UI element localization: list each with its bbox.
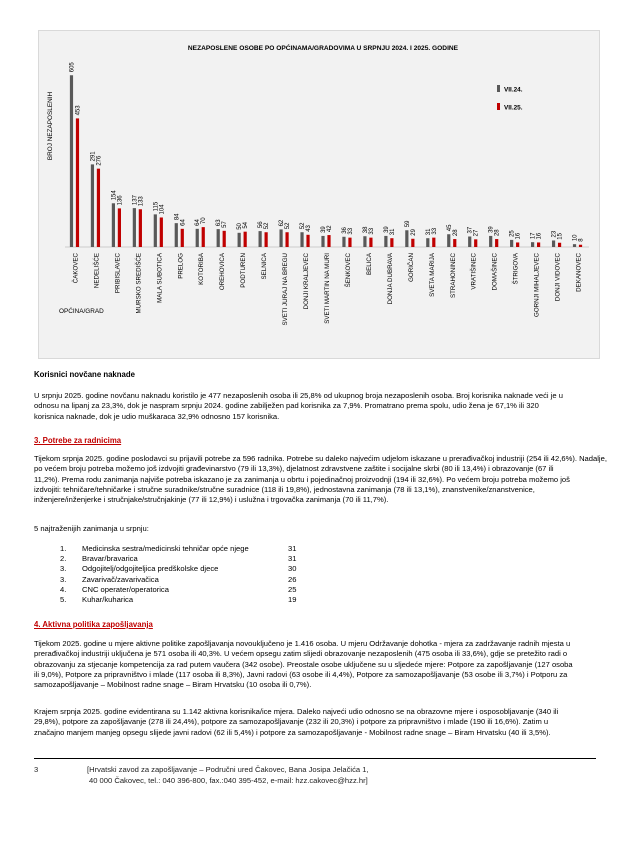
korisnici-line: korisnica naknade, dok je udio muškaraca 32,9% odnosno 157 korisnika.	[34, 411, 280, 421]
data-label: 45	[446, 224, 453, 232]
data-label: 136	[117, 195, 124, 206]
bar-vii25	[411, 239, 414, 247]
category-label: GORIČAN	[407, 253, 415, 282]
data-label: 43	[306, 225, 313, 232]
data-label: 8	[578, 238, 585, 242]
bar-vii24	[447, 234, 450, 247]
potrebe-line: po većem broju potreba možemo još izdvojiti građevinarstvo (79 ili 13,3%), djelatnost zdravstvene zaštite i socijalne skrbi (80 ili 13,4%) i obrazovanje (67 ili	[34, 464, 554, 474]
data-label: 17	[530, 232, 537, 240]
top5-item-num: 3.	[60, 564, 67, 574]
potrebe-line: inženjere/inženjerke i stručnjake/stručnjakinje (77 ili 12,9%) i uslužna i trgovačka zanimanja (70 ili 11,7%).	[34, 495, 389, 505]
korisnici-line: odnosu na lipanj za 23,3%, dok je naspram srpnju 2024. godine zabilježen pad korisnika za 7,9%. Promatrano prema spolu, udio žena je 67,1% ili 320	[34, 401, 539, 411]
data-label: 37	[467, 226, 474, 234]
top5-item-name: Kuhar/kuharica	[82, 595, 134, 604]
category-label: BELICA	[365, 253, 373, 276]
data-label: 84	[174, 213, 181, 221]
data-label: 59	[404, 220, 411, 228]
aktivna-heading: 4. Aktivna politika zapošljavanja	[34, 620, 153, 629]
potrebe-line: 11,2%). Prema rodu zanimanja najviše potreba iskazano je za zanimanja u obrtu i pojedinačnoj proizvodnji (194 ili 32,6%). Po većem broju potreba možemo još	[34, 474, 570, 484]
data-label: 36	[341, 227, 348, 234]
category-label: PRIBISLAVEC	[114, 253, 122, 294]
potrebe-line: izdvojiti: tehničare/tehničarke i stručne suradnike/stručne suradnice (118 ili 19,8%), jednostavna zanimanja (78 ili 13,1%), znanstvenike/znanstvenice,	[34, 484, 535, 494]
category-label: DONJI KRALJEVEC	[303, 253, 311, 310]
data-label: 56	[258, 221, 265, 229]
legend-swatch	[497, 85, 500, 92]
data-label: 39	[488, 226, 495, 233]
data-label: 31	[425, 228, 432, 236]
bar-vii25	[369, 238, 372, 247]
data-label: 23	[551, 230, 558, 238]
data-label: 115	[153, 201, 160, 212]
category-label: DONJA DUBRAVA	[386, 253, 394, 305]
bar-vii25	[285, 232, 288, 247]
data-label: 52	[264, 222, 271, 230]
data-label: 50	[237, 223, 244, 230]
data-label: 64	[195, 219, 202, 226]
data-label: 154	[111, 190, 118, 201]
category-label: SVETA MARIJA	[428, 253, 436, 297]
bar-vii24	[552, 240, 555, 247]
top5-heading: 5 najtraženijih zanimanja u srpnju:	[34, 524, 149, 533]
top5-item-value: 30	[288, 564, 297, 574]
bar-vii25	[432, 238, 435, 247]
data-label: 137	[132, 195, 139, 206]
bar-vii25	[223, 231, 226, 247]
top5-item-num: 3.	[60, 574, 67, 584]
data-label: 57	[222, 221, 229, 228]
data-label: 453	[75, 105, 82, 116]
bar-vii24	[91, 164, 94, 247]
bar-vii24	[196, 229, 199, 247]
top5-item-value: 31	[288, 544, 297, 553]
x-axis-label: OPĆINA/GRAD	[59, 308, 104, 315]
krajem-line: Krajem srpnja 2025. godine evidentirana su 1.142 aktivna korisnika/ice mjera. Daleko najveći udio odnosno se na obrazovne mjere i osposobljavanje (340 ili	[34, 707, 559, 716]
bar-vii25	[244, 232, 247, 247]
data-label: 39	[321, 226, 327, 233]
category-label: DONJI VIDOVEC	[554, 253, 562, 302]
top5-item-num: 1.	[60, 544, 67, 553]
data-label: 64	[180, 219, 187, 226]
aktivna-line: prerađivačkoj industriji uključena je 571 osoba ili 40,3%. U većem opsegu zatim slijedi obrazovanje nezaposlenih (475 osoba ili 33,6%), gdje se pretežito radi o	[34, 649, 568, 659]
data-label: 25	[509, 230, 516, 237]
top5-item-name: Medicinska sestra/medicinski tehničar opće njege	[82, 544, 249, 553]
aktivna-line: ili 9,0%), Potpore za pripravništvo i mlade (117 osoba ili 8,3%), Javni radovi (63 osobe ili 4,4%), Potpore za samozapošljavanje (53 osobe ili 3,7%) i Potporu za	[34, 669, 568, 679]
data-label: 39	[383, 226, 390, 233]
data-label: 33	[368, 227, 375, 235]
bar-vii25	[537, 242, 540, 247]
bar-vii24	[321, 236, 324, 247]
bar-vii25	[495, 239, 498, 247]
bar-vii25	[558, 243, 561, 247]
bar-vii25	[76, 118, 79, 247]
bar-vii25	[348, 238, 351, 247]
aktivna-line: Tijekom 2025. godine u mjere aktivne politike zapošljavanja novouključeno je 1.416 osoba. U mjeru Održavanje dohotka - mjera za zadržavanje radnih mjesta u	[34, 639, 571, 648]
data-label: 27	[473, 229, 480, 237]
data-label: 605	[69, 62, 76, 73]
bar-vii24	[342, 237, 345, 247]
legend-label: VII.25.	[504, 104, 523, 112]
top5-item-name: Bravar/bravarica	[82, 554, 138, 564]
category-label: NEDELIŠĆE	[93, 253, 101, 289]
category-label: MURSKO SREDIŠĆE	[135, 253, 143, 314]
bar-vii24	[259, 231, 262, 247]
data-label: 291	[90, 151, 97, 162]
category-label: SVETI MARTIN NA MURI	[324, 253, 331, 324]
data-label: 63	[216, 219, 223, 227]
data-label: 28	[452, 229, 459, 237]
bar-vii24	[573, 244, 576, 247]
data-label: 28	[494, 229, 501, 237]
bar-vii24	[279, 229, 282, 247]
data-label: 16	[515, 232, 522, 240]
data-label: 38	[362, 226, 369, 234]
bar-vii25	[453, 239, 456, 247]
data-label: 16	[536, 232, 543, 240]
bar-vii25	[139, 209, 142, 247]
bar-vii24	[133, 208, 136, 247]
data-label: 54	[243, 221, 250, 229]
footer-divider	[34, 758, 596, 759]
bar-vii25	[516, 242, 519, 247]
korisnici-line: U srpnju 2025. godine novčanu naknadu koristilo je 477 nezaposlenih osoba ili 25,8% od ukupnog broja nezaposlenih osoba. Broj korisnika naknade veći je u	[34, 391, 563, 400]
data-label: 42	[327, 225, 333, 233]
bar-vii24	[217, 229, 220, 247]
bar-vii24	[510, 240, 513, 247]
potrebe-line: Tijekom srpnja 2025. godine poslodavci su prijavili potrebe za 596 radnika. Potrebe su daleko najvećim udjelom iskazane u prerađivačkoj industriji (254 ili 42,6%). Nadalje,	[34, 454, 607, 463]
bar-vii24	[175, 223, 178, 247]
top5-item-num: 4.	[60, 584, 67, 594]
footer-address-line2: 40 000 Čakovec, tel.: 040 396-800, fax.:040 395-452, e-mail: hzz.cakovec@hzz.hr]	[89, 776, 368, 785]
data-label: 10	[572, 234, 579, 242]
footer-address-line1: [Hrvatski zavod za zapošljavanje – Područni ured Čakovec, Bana Josipa Jelačića 1,	[87, 765, 369, 774]
bar-vii25	[579, 245, 582, 247]
data-label: 15	[557, 233, 564, 240]
top5-item-num: 2.	[60, 554, 67, 564]
data-label: 276	[96, 155, 103, 166]
bar-vii25	[306, 235, 309, 247]
category-label: DEKANOVEC	[575, 253, 583, 292]
data-label: 33	[431, 227, 438, 235]
top5-item-value: 31	[288, 554, 297, 564]
page-number: 3	[34, 765, 39, 774]
legend-label: VII.24.	[504, 86, 523, 94]
data-label: 33	[347, 227, 354, 235]
bar-vii24	[531, 242, 534, 247]
legend-swatch	[497, 103, 500, 110]
bar-vii25	[118, 208, 121, 247]
top5-item-value: 26	[288, 574, 297, 584]
bar-vii25	[327, 235, 330, 247]
y-axis-label: BROJ NEZAPOSLENIH	[47, 91, 54, 161]
data-label: 133	[138, 196, 145, 207]
chart-title: NEZAPOSLENE OSOBE PO OPĆINAMA/GRADOVIMA U SRPNJU 2024. I 2025. GODINE	[187, 45, 459, 52]
top5-item-value: 19	[288, 595, 297, 604]
data-label: 104	[159, 204, 166, 215]
chart-panel	[38, 30, 600, 359]
data-label: 31	[389, 228, 396, 236]
category-label: SELNICA	[261, 253, 269, 280]
bar-vii25	[181, 229, 184, 247]
category-label: OREHOVICA	[219, 253, 227, 291]
bar-vii24	[300, 232, 303, 247]
bar-vii24	[384, 236, 387, 247]
top5-item-name: Odgojitelj/odgojiteljica predškolske djece	[82, 564, 219, 574]
bar-vii24	[154, 214, 157, 247]
category-label: PRELOG	[177, 253, 185, 279]
bar-chart	[39, 31, 599, 358]
top5-item-name: Zavarivač/zavarivačica	[82, 574, 159, 584]
krajem-line: značajno manjem manjeg opsegu slijede javni radovi (62 ili 5,4%) i potpore za samozapošljavanje - Mobilnost radne snage – Biram Hrvatsku (40 ili 3,5%).	[34, 727, 551, 737]
bar-vii25	[97, 169, 100, 247]
data-label: 70	[201, 217, 208, 225]
category-label: DOMAŠINEC	[491, 253, 499, 291]
aktivna-line: samozapošljavanje – Mobilnost radne snage – Biram Hrvatsku (10 osoba ili 0,7%).	[34, 680, 312, 690]
category-label: ŠTRIGOVA	[512, 253, 520, 285]
bar-vii24	[405, 230, 408, 247]
bar-vii25	[390, 238, 393, 247]
top5-item-value: 25	[288, 584, 297, 594]
top5-item-name: CNC operater/operatorica	[82, 584, 169, 594]
data-label: 52	[285, 222, 292, 230]
aktivna-line: obrazovanju za stjecanje kompetencija za rad putem vaučera (342 osobe). Preostale osobe uključene su u sljedeće mjere: Potpore za zapošljavanje (127 osoba	[34, 659, 573, 669]
bar-vii25	[160, 217, 163, 247]
bar-vii25	[202, 227, 205, 247]
category-label: MALA SUBOTICA	[156, 253, 164, 303]
category-label: GORNJI MIHALJEVEC	[533, 253, 541, 317]
category-label: VRATIŠINEC	[470, 253, 478, 290]
category-label: KOTORIBA	[198, 253, 206, 285]
data-label: 29	[410, 229, 417, 236]
bar-vii24	[363, 236, 366, 247]
bar-vii24	[489, 236, 492, 247]
potrebe-heading: 3. Potrebe za radnicima	[34, 436, 122, 445]
top5-item-num: 5.	[60, 595, 67, 604]
bar-vii24	[112, 203, 115, 247]
korisnici-heading: Korisnici novčane naknade	[34, 370, 135, 379]
category-label: ŠENKOVEC	[344, 253, 352, 288]
category-label: ČAKOVEC	[72, 253, 80, 284]
bar-vii25	[474, 239, 477, 247]
bar-vii25	[265, 232, 268, 247]
category-label: SVETI JURAJ NA BREGU	[282, 253, 290, 326]
bar-vii24	[238, 233, 241, 247]
bar-vii24	[426, 238, 429, 247]
category-label: STRAHONINEC	[449, 253, 457, 299]
bar-vii24	[70, 75, 73, 247]
data-label: 52	[300, 222, 307, 230]
bar-vii24	[468, 236, 471, 247]
data-label: 62	[279, 219, 286, 227]
category-label: PODTUREN	[240, 253, 248, 288]
krajem-line: 29,8%), potpore za zapošljavanje (278 ili 24,4%), potpore za samozapošljavanje (232 ili 20,3%) i potpore za pripravništvo i mlade (190 ili 16,6%). Zatim u	[34, 717, 549, 727]
